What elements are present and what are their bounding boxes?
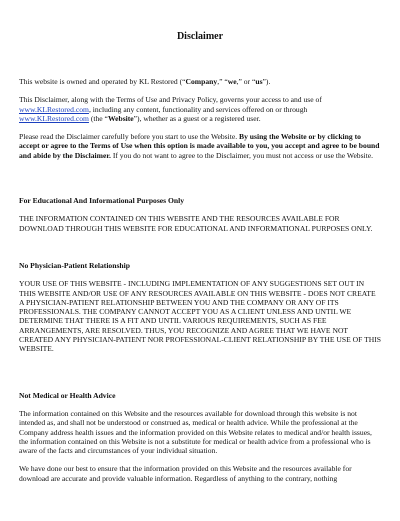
section-heading-educational: For Educational And Informational Purposes Only — [19, 196, 185, 206]
intro-agreement-paragraph — [19, 132, 381, 160]
intro-text: If you do not want to agree to the Disclaimer, you must not access or use the Website. — [110, 150, 374, 160]
website-link[interactable]: www.KLRestored.com — [19, 104, 89, 114]
section-body-medical-continued: We have done our best to ensure that the information provided on this Website and the resources available for download are accurate and provide valuable information. Regardless of anything to the contrary, nothing — [19, 464, 352, 483]
us-term: us — [255, 77, 263, 86]
intro-text: Please read the Disclaimer carefully before you start to use the Website. — [19, 132, 240, 142]
agreement-bold-text: By using the Website or by clicking to accept or agree to the Terms of Use when this option is made available to you, you accept and agree to be bound and abide by the Disclaimer. — [19, 132, 380, 160]
we-term: we — [227, 77, 237, 86]
section-heading-medical: Not Medical or Health Advice — [19, 390, 116, 400]
section-body-medical: The information contained on this Website and the resources available for download through this website is not intended as, and shall not be understood or construed as, medical or health advice. While the professional at the Company address health issues and the information provided on this Website relates to medical and/or health issues, the information contained on this Website is not a substitute for medical or health advice from a professional who is aware of the facts and circumstances of your individual situation. — [19, 408, 372, 456]
website-link[interactable]: www.KLRestored.com — [19, 113, 89, 123]
intro-text: This Disclaimer, along with the Terms of Use and Privacy Policy, governs your access to and use of — [19, 95, 322, 105]
intro-text: ”), whether as a guest or a registered user. — [133, 113, 261, 123]
intro-text: This website is owned and operated by KL Restored (“ — [19, 77, 186, 86]
intro-text: ”). — [262, 77, 271, 86]
intro-text: ,” “ — [217, 77, 228, 86]
section-body-educational: THE INFORMATION CONTAINED ON THIS WEBSITE AND THE RESOURCES AVAILABLE FOR DOWNLOAD THROUGH THIS WEBSITE FOR EDUCATIONAL AND INFORMATIONAL PURPOSES ONLY. — [19, 214, 373, 233]
section-body-physician: YOUR USE OF THIS WEBSITE - INCLUDING IMPLEMENTATION OF ANY SUGGESTIONS SET OUT IN THIS WEBSITE AND/OR USE OF ANY RESOURCES AVAILABLE ON THIS WEBSITE - DOES NOT CREATE A PHYSICIAN-PATIENT RELATIONSHIP BETWEEN YOU AND THE COMPANY OR ANY OF ITS PROFESSIONALS. THE COMPANY CANNOT ACCEPT YOU AS A CLIENT UNLESS AND UNTIL WE DETERMINE THAT THERE IS A FIT AND UNTIL VARIOUS REQUIREMENTS, SUCH AS FEE ARRANGEMENTS, ARE RESOLVED. THUS, YOU RECOGNIZE AND AGREE THAT WE HAVE NOT CREATED ANY PHYSICIAN-PATIENT NOR PROFESSIONAL-CLIENT RELATIONSHIP BY THE USE OF THIS WEBSITE. — [19, 279, 381, 354]
website-term: Website — [107, 113, 134, 123]
page-title: Disclaimer — [176, 31, 224, 42]
intro-text: (the “ — [88, 113, 108, 123]
intro-governance-paragraph — [19, 95, 381, 123]
intro-text: ,” or “ — [236, 77, 256, 86]
intro-text: , including any content, functionality and services offered on or through — [88, 104, 308, 114]
intro-ownership-paragraph — [19, 77, 381, 86]
section-heading-physician: No Physician-Patient Relationship — [19, 260, 130, 270]
company-term: Company — [185, 77, 218, 86]
